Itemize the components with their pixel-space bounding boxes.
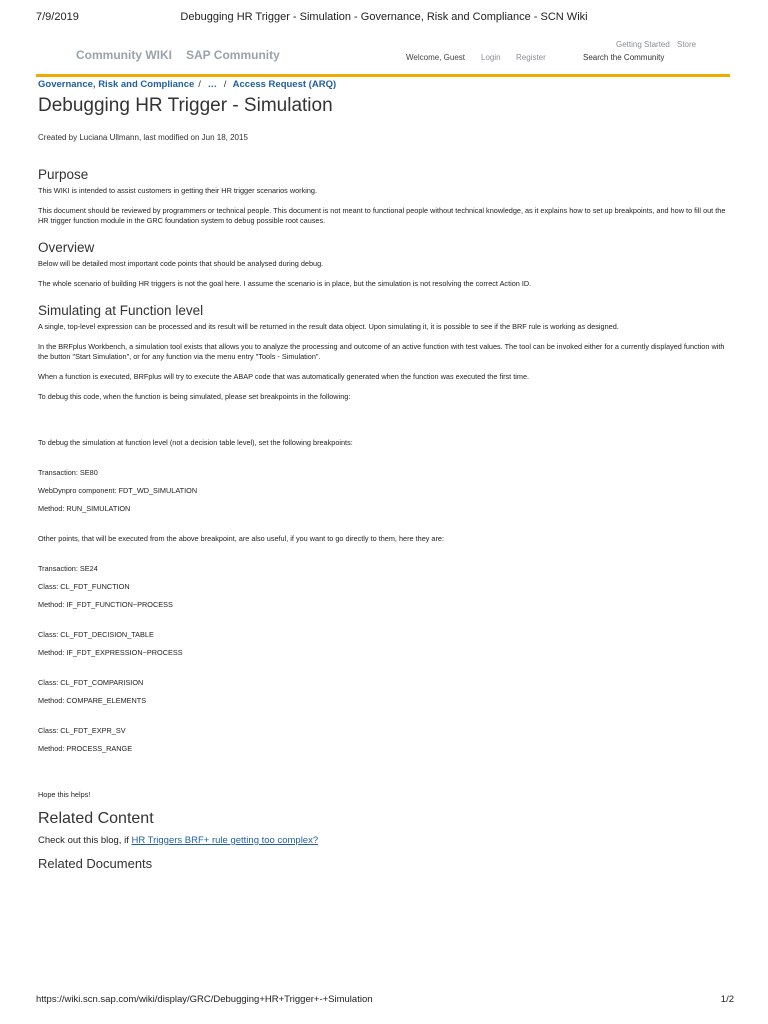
breakpoint-line: Transaction: SE24 [38,564,98,573]
breadcrumb-item-ellipsis[interactable]: … [207,79,218,90]
main-content [38,163,732,871]
simulating-paragraph: To debug the simulation at function level (not a decision table level), set the following breakpoints: [38,438,353,447]
breadcrumb-separator: / [198,79,201,90]
breadcrumb-separator: / [223,79,227,90]
related-content-text [38,836,732,846]
simulating-paragraph: Other points, that will be executed from the above breakpoint, are also useful, if you want to go directly to them, here they are: [38,534,445,543]
simulating-heading: Simulating at Function level [38,303,204,318]
related-documents-heading: Related Documents [38,856,153,871]
breakpoint-line: WebDynpro component: FDT_WD_SIMULATION [38,486,198,495]
breakpoint-line: Class: CL_FDT_FUNCTION [38,582,130,591]
getting-started-link[interactable]: Getting Started [616,40,670,49]
breadcrumb-item-grc[interactable]: Governance, Risk and Compliance [38,79,195,90]
register-link[interactable]: Register [516,53,546,62]
page-title: Debugging HR Trigger - Simulation [38,95,333,116]
breakpoint-line: Method: IF_FDT_EXPRESSION~PROCESS [38,648,183,657]
breakpoint-line: Method: COMPARE_ELEMENTS [38,696,147,705]
related-content-lead: Check out this blog, if [38,835,129,846]
simulating-paragraph: When a function is executed, BRFplus will try to execute the ABAP code that was automatically generated when the function was executed the first time. [38,372,530,381]
top-navigation [36,40,730,77]
breadcrumb-item-arq[interactable]: Access Request (ARQ) [232,79,337,90]
print-footer [36,994,734,1005]
simulating-paragraph: A single, top-level expression can be processed and its result will be returned in the result data object. Upon simulating it, it is possible to see if the BRF rule is working as designed. [38,322,619,331]
breakpoint-line: Class: CL_FDT_COMPARISION [38,678,144,687]
breakpoint-line: Method: RUN_SIMULATION [38,504,131,513]
purpose-paragraph: This document should be reviewed by programmers or technical people. This document is not meant to functional people without technical knowledge, as it explains how to set up breakpoints, and how to fill out the HR trigger function module in the GRC foundation system to debug possible root causes. [38,206,726,225]
breakpoint-line: Transaction: SE80 [38,468,98,477]
print-header [0,0,768,26]
page-byline: Created by Luciana Ullmann, last modified on Jun 18, 2015 [38,133,248,142]
overview-heading: Overview [38,240,95,255]
print-page-number: 1/2 [720,994,734,1005]
breakpoint-line: Class: CL_FDT_EXPR_SV [38,726,126,735]
related-content-heading: Related Content [38,810,154,827]
community-wiki-link[interactable]: Community WIKI [76,48,172,62]
purpose-heading: Purpose [38,167,89,182]
breakpoint-line: Method: PROCESS_RANGE [38,744,133,753]
purpose-paragraph: This WIKI is intended to assist customers in getting their HR trigger scenarios working. [38,186,318,195]
print-page-title: Debugging HR Trigger - Simulation - Governance, Risk and Compliance - SCN Wiki [180,11,588,23]
breakpoint-line: Class: CL_FDT_DECISION_TABLE [38,630,154,639]
sap-community-link[interactable]: SAP Community [186,48,280,62]
simulating-paragraph: In the BRFplus Workbench, a simulation tool exists that allows you to analyze the processing and outcome of an active function with test values. The tool can be invoked either for a currently displayed function with the button "Start Simulation", or for any function via the menu entry "Tools - Simulation". [38,342,725,361]
print-date: 7/9/2019 [36,11,79,23]
overview-paragraph: The whole scenario of building HR triggers is not the goal here. I assume the scenario is in place, but the simulation is not resolving the correct Action ID. [38,279,532,288]
closing-text: Hope this helps! [38,790,91,799]
login-link[interactable]: Login [481,53,501,62]
overview-paragraph: Below will be detailed most important code points that should be analysed during debug. [38,259,324,268]
simulating-paragraph: To debug this code, when the function is being simulated, please set breakpoints in the following: [38,392,351,401]
breakpoint-line: Method: IF_FDT_FUNCTION~PROCESS [38,600,173,609]
search-community[interactable]: Search the Community [583,53,665,62]
welcome-text: Welcome, Guest [406,53,465,62]
store-link[interactable]: Store [677,40,697,49]
related-blog-link[interactable]: HR Triggers BRF+ rule getting too complex? [131,835,319,846]
breadcrumb [38,79,340,90]
print-url: https://wiki.scn.sap.com/wiki/display/GRC/Debugging+HR+Trigger+-+Simulation [36,994,373,1005]
